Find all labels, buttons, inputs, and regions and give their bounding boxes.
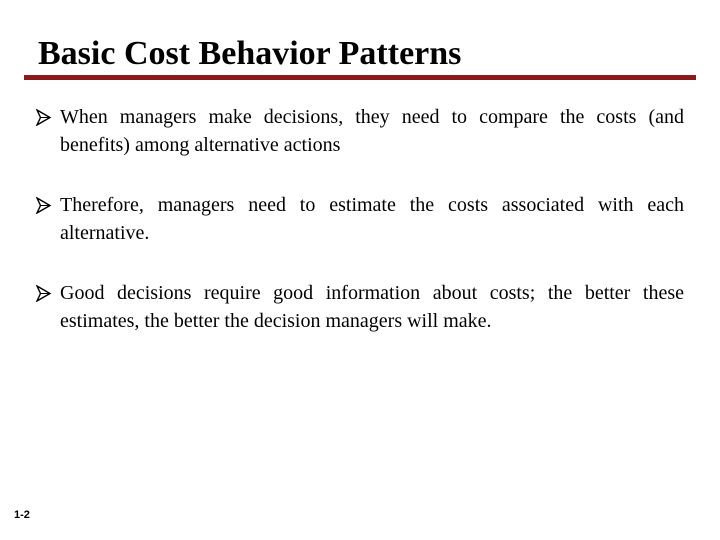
bullet-text: When managers make decisions, they need to compare the costs (and benefits) among alternative actions [60,106,684,156]
bullet-text: Therefore, managers need to estimate the costs associated with each alternative. [60,194,684,244]
arrow-checkmark-icon [36,109,54,126]
bullet-list [36,103,684,367]
bullet-item [36,103,684,159]
bullet-text: Good decisions require good information about costs; the better these estimates, the better the decision managers will make. [60,282,684,332]
page-number: 1-2 [14,509,30,521]
slide-title: Basic Cost Behavior Patterns [38,35,462,72]
bullet-item [36,279,684,335]
title-underline [24,75,696,80]
bullet-item [36,191,684,247]
arrow-checkmark-icon [36,197,54,214]
arrow-checkmark-icon [36,285,54,302]
